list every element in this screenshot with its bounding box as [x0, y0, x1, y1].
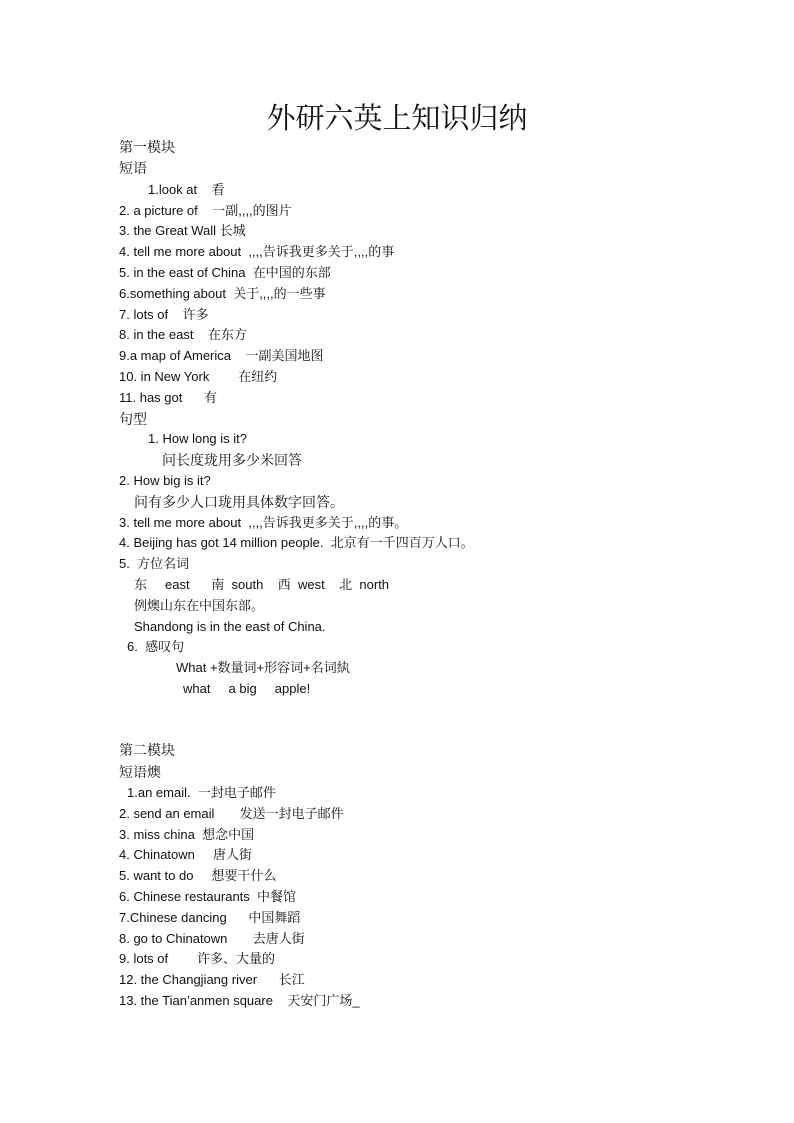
- module-1-phrases-heading: 短语: [119, 160, 147, 176]
- phrase-item: 10. in New York 在纽约: [119, 369, 278, 384]
- phrase-item: 3. miss china 想念中国: [119, 827, 255, 842]
- phrase-item: 1.look at 看: [148, 182, 225, 197]
- phrase-item: 4. tell me more about ,,,,告诉我更多关于,,,,的事: [119, 244, 395, 259]
- phrase-item: 3. the Great Wall 长城: [119, 223, 246, 238]
- phrase-item: 11. has got 有: [119, 390, 218, 405]
- sentence-item: 1. How long is it?: [148, 431, 247, 446]
- phrase-item: 9.a map of America 一副美国地图: [119, 348, 324, 363]
- phrase-item: 1.an email. 一封电子邮件: [127, 785, 276, 800]
- sentence-item: Shandong is in the east of China.: [134, 619, 326, 634]
- sentence-note: 问长度珑用多少米回答: [162, 452, 302, 468]
- phrase-item: 12. the Changjiang river 长江: [119, 972, 305, 987]
- sentence-item: 6. 感叹句: [127, 639, 185, 654]
- phrase-item: 7. lots of 许多: [119, 307, 209, 322]
- sentence-item: 3. tell me more about ,,,,告诉我更多关于,,,,的事。: [119, 515, 408, 530]
- phrase-item: 2. send an email 发送一封电子邮件: [119, 806, 344, 821]
- phrase-item: 5. want to do 想要干什么: [119, 868, 277, 883]
- module-1-sentences-heading: 句型: [119, 411, 147, 427]
- module-1-heading: 第一模块: [119, 139, 175, 155]
- sentence-item: 2. How big is it?: [119, 473, 211, 488]
- phrase-item: 7.Chinese dancing 中国舞蹈: [119, 910, 301, 925]
- phrase-item: 6.something about 关于,,,,的一些事: [119, 286, 326, 301]
- phrase-item: 8. in the east 在东方: [119, 327, 247, 342]
- sentence-item: 4. Beijing has got 14 million people. 北京有一千四百万人口。: [119, 535, 474, 550]
- phrase-item: 6. Chinese restaurants 中餐馆: [119, 889, 297, 904]
- phrase-item: 5. in the east of China 在中国的东部: [119, 265, 331, 280]
- phrase-item: 8. go to Chinatown 去唐人街: [119, 931, 305, 946]
- module-2-phrases-heading: 短语燠: [119, 764, 161, 780]
- phrase-item: 4. Chinatown 唐人街: [119, 847, 252, 862]
- sentence-item: 5. 方位名词: [119, 556, 190, 571]
- module-2-heading: 第二模块: [119, 742, 175, 758]
- document-title: 外研六英上知识归纳: [266, 101, 528, 135]
- sentence-note: 问有多少人口珑用具体数字回答。: [134, 494, 344, 510]
- sentence-item: What +数量词+形容词+名词紈: [176, 660, 350, 675]
- sentence-item: 东 east 南 south 西 west 北 north: [134, 577, 390, 592]
- sentence-item: what a big apple!: [183, 681, 311, 696]
- phrase-item: 2. a picture of 一副,,,,的图片: [119, 203, 292, 218]
- phrase-item: 9. lots of 许多、大量的: [119, 951, 276, 966]
- phrase-item: 13. the Tian’anmen square 天安门广场_: [119, 993, 360, 1008]
- sentence-item: 例燠山东在中国东部。: [134, 598, 265, 613]
